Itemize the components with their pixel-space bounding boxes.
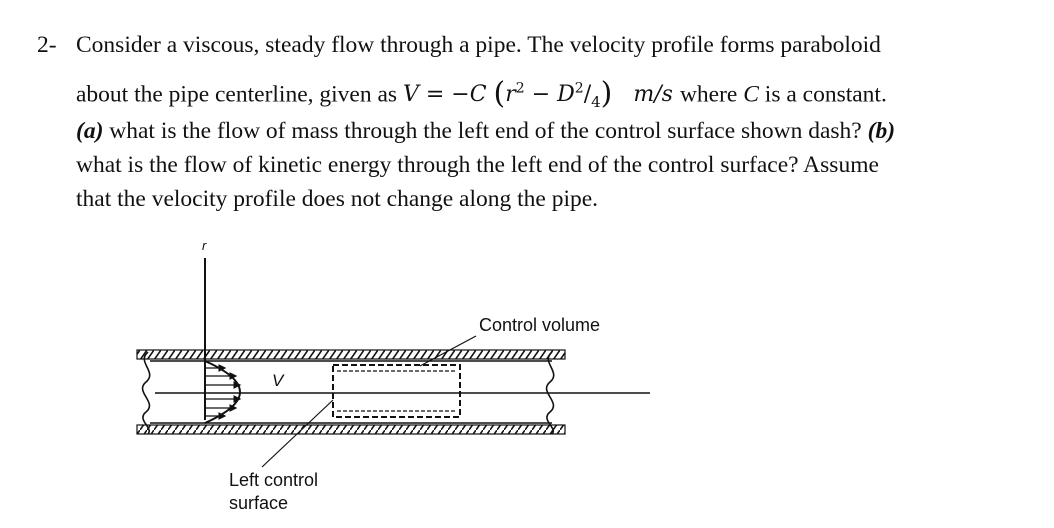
left-surface-label-line-2: surface [229,493,289,513]
eq-units: m/s [633,82,673,108]
control-volume-box [333,365,460,417]
eq-equals: = − [418,82,470,108]
pipe-bottom-wall [137,425,565,434]
problem-number: 2- [37,32,57,58]
eq-d: D [557,82,575,108]
eq-minus: − [524,82,558,108]
line2-text-where: where [679,81,744,108]
velocity-profile [205,361,240,423]
left-surface-label-line-1: Left control [229,470,319,490]
problem-line-4: what is the flow of kinetic energy through the left end of the control surface? Assume [76,152,879,178]
pipe-left-break [143,352,150,434]
velocity-label: V [272,371,284,390]
part-a-question: what is the flow of mass through the left end of the control surface shown dash? [103,118,868,144]
eq-slash: / [583,82,592,108]
eq-r: r [505,82,516,108]
line2-text-pre: about the pipe centerline, given as [76,81,398,108]
pipe-top-wall [137,350,565,359]
part-a-label: (a) [76,118,104,144]
problem-line-5: that the velocity profile does not change along the pipe. [76,186,599,212]
eq-c: C [469,82,487,108]
eq-four: 4 [591,93,601,112]
eq-close-paren: ) [600,76,613,112]
control-volume-label: Control volume [479,315,601,335]
eq-open-paren: ( [493,76,506,112]
radial-axis-label: r [202,238,207,253]
line2-text-post: is a constant. [758,81,887,108]
eq-r-exponent: 2 [515,81,525,97]
line2-constant-c: C [743,81,759,108]
eq-d-exponent: 2 [574,81,584,97]
part-b-label: (b) [867,118,896,144]
eq-v: V [402,82,419,108]
problem-line-1: Consider a viscous, steady flow through a pipe. The velocity profile forms paraboloid [76,32,881,58]
